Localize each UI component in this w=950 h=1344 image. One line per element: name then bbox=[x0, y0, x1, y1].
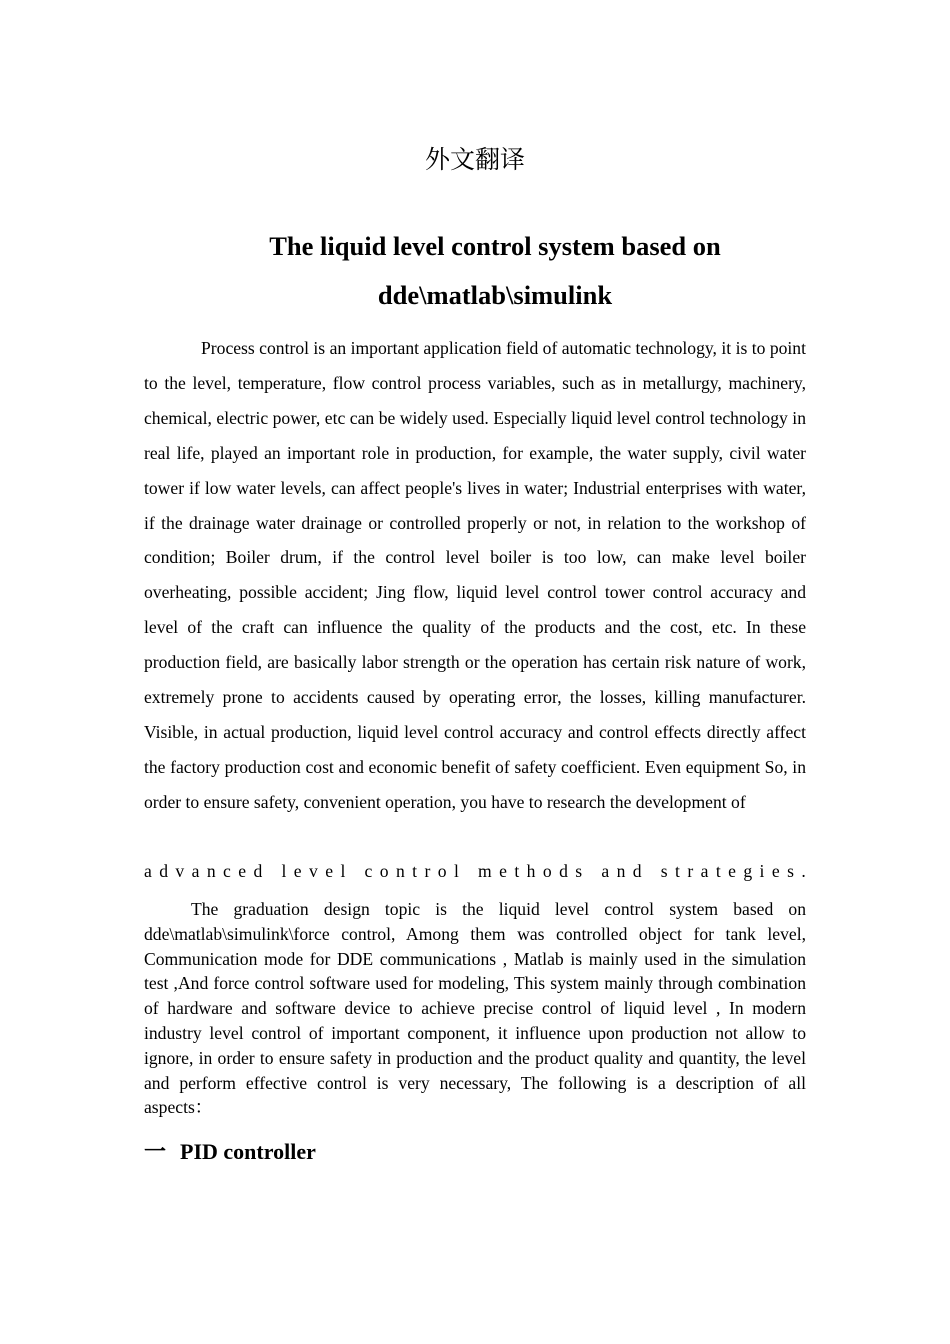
section-heading-pid bbox=[144, 1136, 316, 1169]
section-title: PID controller bbox=[180, 1139, 316, 1164]
chinese-title: 外文翻译 bbox=[424, 145, 525, 174]
document-title-line-1: The liquid level control system based on bbox=[269, 231, 721, 261]
document-title-line-2: dde\matlab\simulink bbox=[377, 280, 613, 310]
spaced-letter: v bbox=[309, 861, 318, 881]
spaced-letter: n bbox=[616, 861, 626, 881]
spaced-letter: m bbox=[478, 861, 492, 881]
paragraph-process-control-last-line bbox=[144, 854, 806, 888]
spaced-letter bbox=[270, 854, 274, 888]
paragraph-graduation-design: The graduation design topic is the liquid level control system based on dde\matlab\simulink\force control, Among them was controlled object for tank level, Communication mode for DDE communications , Matlab is mainly used in the simulation test ,And force control software used for modeling, This system mainly through combination of hardware and software device to achieve precise control of liquid level , In modern industry level control of important component, it influence upon production not allow to ignore, in order to ensure safety in production and the product quality and quantity, the level and perform effective control is very necessary, The following is a description of all aspects： bbox=[144, 899, 806, 1118]
section-number: 一 bbox=[144, 1140, 167, 1165]
spaced-letter: g bbox=[743, 861, 753, 881]
spaced-letter: o bbox=[542, 861, 552, 881]
spaced-letter: n bbox=[206, 861, 216, 881]
spaced-letter: t bbox=[412, 861, 418, 881]
spaced-letter: l bbox=[281, 861, 287, 881]
spaced-letter: t bbox=[675, 861, 680, 881]
spaced-letter: e bbox=[771, 861, 780, 881]
spaced-letter: s bbox=[660, 861, 668, 881]
spaced-letter: o bbox=[379, 861, 389, 881]
spaced-letter: e bbox=[325, 861, 334, 881]
spaced-letter: c bbox=[223, 861, 231, 881]
spaced-letter: t bbox=[514, 861, 520, 881]
spaced-letter: s bbox=[575, 861, 583, 881]
spaced-letter: a bbox=[601, 861, 610, 881]
spaced-letter: v bbox=[175, 861, 185, 881]
spaced-letter: a bbox=[144, 861, 152, 881]
document-title bbox=[160, 222, 830, 320]
spaced-letter: e bbox=[293, 861, 302, 881]
spaced-letter: c bbox=[364, 861, 373, 881]
spaced-letter bbox=[353, 854, 357, 888]
spaced-letter: a bbox=[700, 861, 709, 881]
spaced-letter: l bbox=[340, 861, 346, 881]
spaced-letter: l bbox=[453, 861, 459, 881]
spaced-letter: o bbox=[437, 861, 447, 881]
spaced-letter: d bbox=[632, 861, 642, 881]
paragraph-process-control: Process control is an important application field of automatic technology, it is to point to the level, temperature, flow control process variables, such as in metallurgy, machinery, chemical, electric power, etc can be widely used. Especially liquid level control technology in real life, played an important role in production, for example, the water supply, civil water tower if low water levels, can affect people's lives in water; Industrial enterprises with water, if the drainage water drainage or controlled properly or not, in relation to the workshop of condition; Boiler drum, if the control level boiler is too low, can make level boiler overheating, possible accident; Jing flow, liquid level control tower control accuracy and level of the craft can influence the quality of the products and the cost, etc. In these production field, are basically labor strength or the operation has certain risk nature of work, extremely prone to accidents caused by operating error, the losses, killing manufacturer. Visible, in actual production, liquid level control accuracy and control effects directly affect the factory production cost and economic benefit of safety coefficient. Even equipment So, in order to ensure safety, convenient operation, you have to research the development of bbox=[144, 338, 806, 812]
spaced-letter: d bbox=[253, 861, 263, 881]
spaced-letter: t bbox=[715, 861, 721, 881]
spaced-letter: i bbox=[759, 861, 765, 881]
spaced-letter: r bbox=[687, 861, 694, 881]
spaced-letter: . bbox=[801, 861, 806, 881]
spaced-letter: e bbox=[499, 861, 507, 881]
spaced-letter bbox=[466, 854, 470, 888]
spaced-letter: a bbox=[191, 861, 200, 881]
spaced-letter: h bbox=[526, 861, 536, 881]
spaced-letter: s bbox=[787, 861, 794, 881]
spaced-letter: d bbox=[559, 861, 568, 881]
spaced-letter: e bbox=[238, 861, 247, 881]
spaced-letter bbox=[649, 854, 653, 888]
spaced-letter: d bbox=[159, 861, 169, 881]
spaced-letter: r bbox=[424, 861, 431, 881]
spaced-letter: e bbox=[728, 861, 736, 881]
spaced-letter: n bbox=[395, 861, 405, 881]
spaced-letter bbox=[590, 854, 594, 888]
